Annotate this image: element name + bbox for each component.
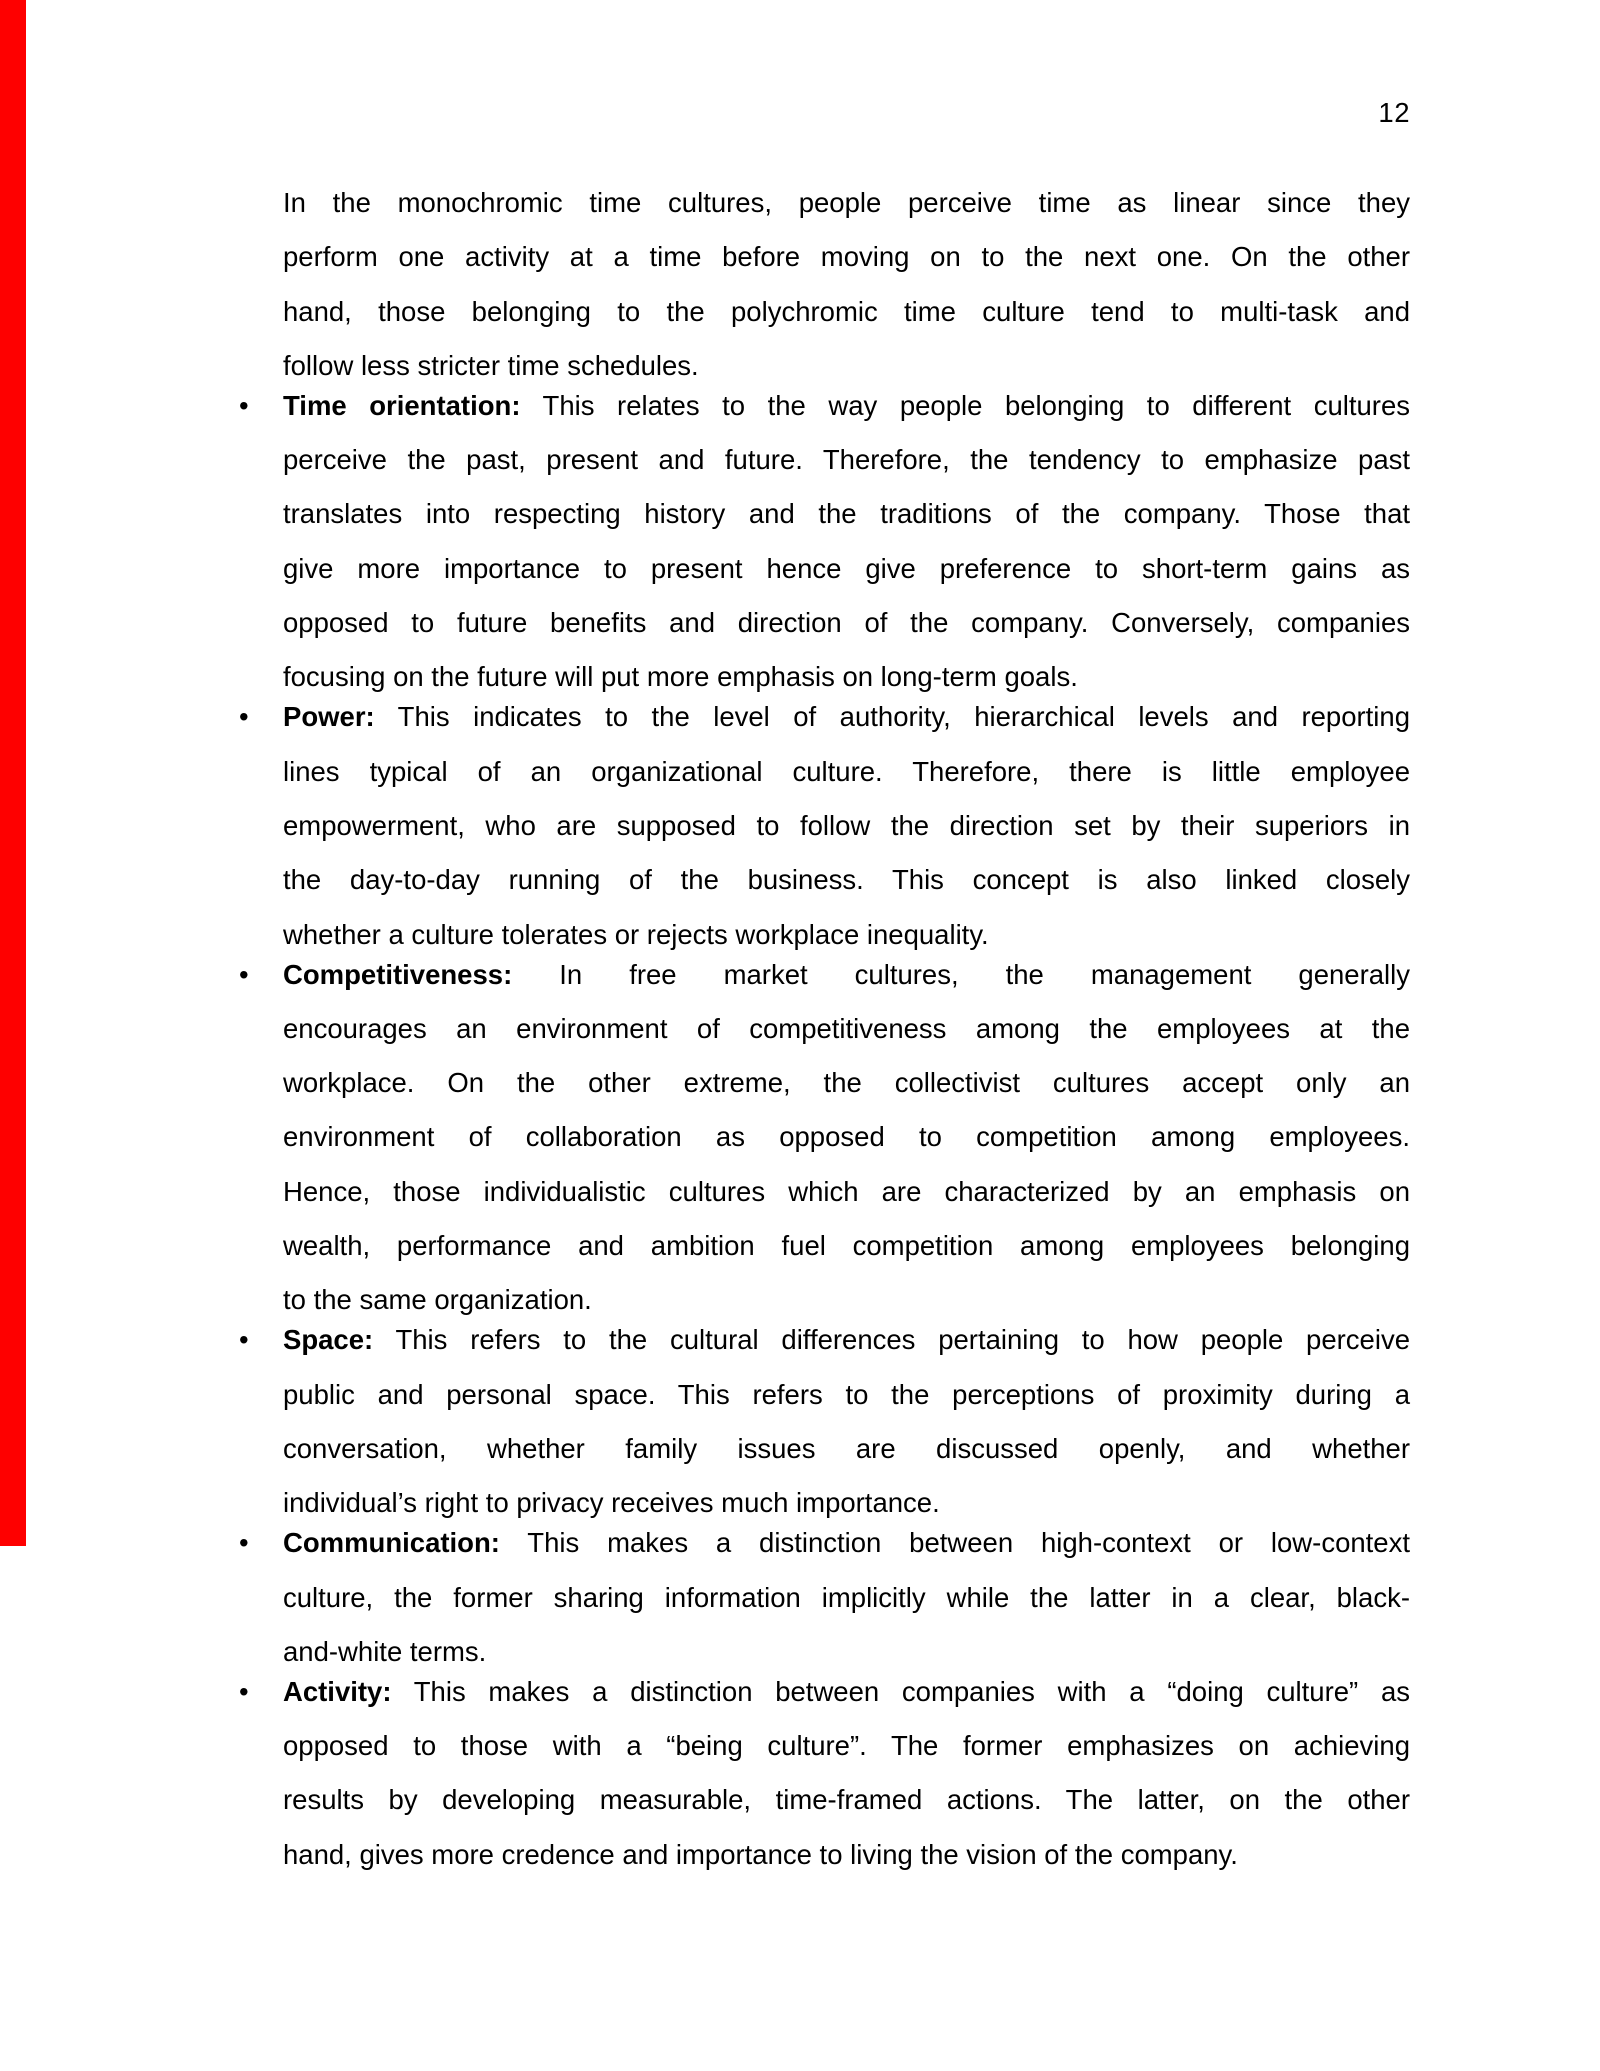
bullet-item — [239, 1665, 1410, 1882]
text-line: • Communication: This makes a distinction between high-context or low-context — [283, 1516, 1410, 1570]
bullet-icon: • — [239, 1324, 249, 1356]
text-line: opposed to those with a “being culture”. The former emphasizes on achieving — [283, 1730, 1410, 1762]
text-line: results by developing measurable, time-framed actions. The latter, on the other — [283, 1784, 1410, 1816]
text-line: opposed to future benefits and direction of the company. Conversely, companies — [283, 607, 1410, 639]
bullet-label: Power: — [283, 701, 375, 733]
text-line: workplace. On the other extreme, the collectivist cultures accept only an — [283, 1067, 1410, 1099]
paragraph-block — [283, 176, 1410, 393]
text-line: the day-to-day running of the business. This concept is also linked closely — [283, 864, 1410, 896]
text-line: • Competitiveness: In free market cultures, the management generally — [283, 948, 1410, 1002]
bullet-icon: • — [239, 1527, 249, 1559]
bullet-item — [239, 690, 1410, 961]
text-line: whether a culture tolerates or rejects workplace inequality. — [283, 918, 989, 950]
text-line: give more importance to present hence give preference to short-term gains as — [283, 552, 1410, 584]
text-line: environment of collaboration as opposed to competition among employees. — [283, 1121, 1410, 1153]
bullet-label: Activity: — [283, 1675, 392, 1707]
red-margin-stripe — [0, 0, 26, 1546]
text-line: encourages an environment of competitiveness among the employees at the — [283, 1012, 1410, 1044]
text-line: empowerment, who are supposed to follow the direction set by their superiors in — [283, 809, 1410, 841]
text-line: In the monochromic time cultures, people perceive time as linear since they — [283, 187, 1410, 218]
text-line: and-white terms. — [283, 1635, 487, 1667]
text-line: hand, gives more credence and importance to living the vision of the company. — [283, 1838, 1238, 1870]
text-line: Hence, those individualistic cultures which are characterized by an emphasis on — [283, 1175, 1410, 1207]
bullet-icon: • — [239, 1675, 249, 1707]
bullet-item — [239, 379, 1410, 705]
text-line: • Time orientation: This relates to the way people belonging to different cultures — [283, 379, 1410, 433]
bullet-item — [239, 1516, 1410, 1679]
text-line: perceive the past, present and future. Therefore, the tendency to emphasize past — [283, 444, 1410, 476]
text-line: • Activity: This makes a distinction between companies with a “doing culture” as — [283, 1665, 1410, 1719]
bullet-item — [239, 1313, 1410, 1530]
text-line: individual’s right to privacy receives much importance. — [283, 1487, 940, 1519]
bullet-icon: • — [239, 389, 249, 421]
bullet-label: Communication: — [283, 1527, 500, 1559]
bullet-item — [239, 948, 1410, 1328]
text-line: hand, those belonging to the polychromic time culture tend to multi-task and — [283, 295, 1410, 327]
text-line: culture, the former sharing information implicitly while the latter in a clear, black- — [283, 1581, 1410, 1613]
text-line: wealth, performance and ambition fuel competition among employees belonging — [283, 1230, 1410, 1262]
bullet-icon: • — [239, 958, 249, 990]
text-line: to the same organization. — [283, 1284, 592, 1316]
text-line: public and personal space. This refers to the perceptions of proximity during a — [283, 1378, 1410, 1410]
text-line: • Power: This indicates to the level of authority, hierarchical levels and reporting — [283, 690, 1410, 744]
bullet-label: Competitiveness: — [283, 958, 513, 990]
text-line: • Space: This refers to the cultural differences pertaining to how people perceive — [283, 1313, 1410, 1367]
text-line: translates into respecting history and the traditions of the company. Those that — [283, 498, 1410, 530]
text-line: perform one activity at a time before moving on to the next one. On the other — [283, 241, 1410, 273]
text-line: lines typical of an organizational culture. Therefore, there is little employee — [283, 755, 1410, 787]
page-number: 12 — [1378, 97, 1410, 128]
text-line: follow less stricter time schedules. — [283, 349, 699, 381]
bullet-label: Space: — [283, 1324, 374, 1356]
bullet-label: Time orientation: — [283, 389, 521, 421]
text-line: focusing on the future will put more emphasis on long-term goals. — [283, 661, 1078, 693]
document-content — [239, 176, 1410, 1882]
text-line: conversation, whether family issues are discussed openly, and whether — [283, 1432, 1410, 1464]
bullet-icon: • — [239, 701, 249, 733]
